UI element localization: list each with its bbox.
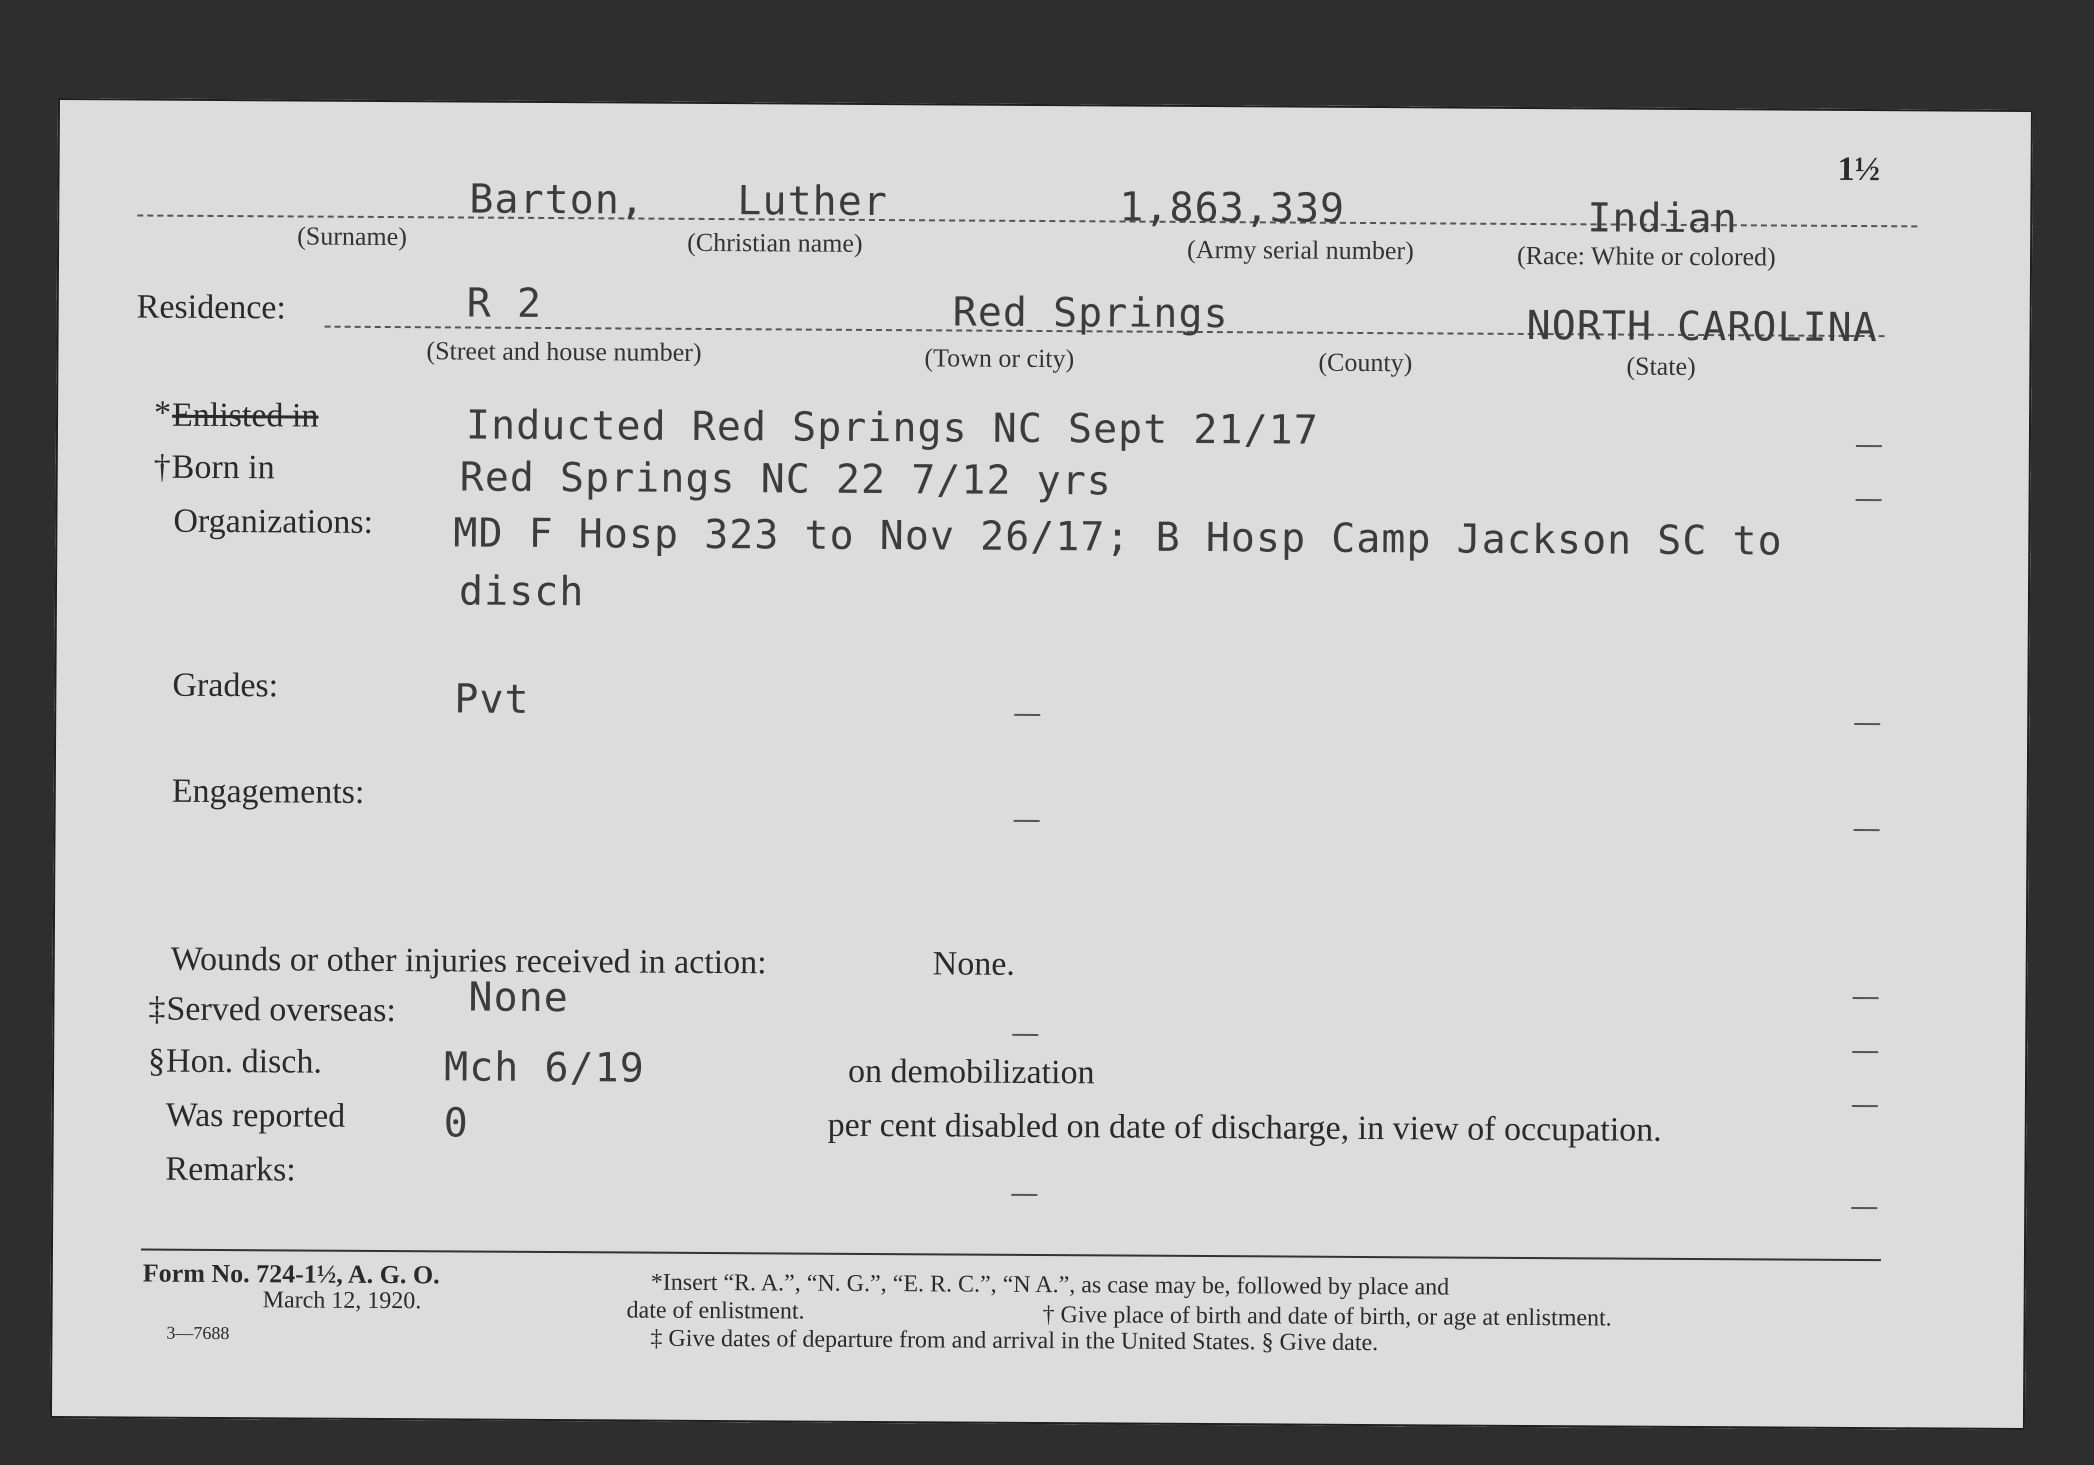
overseas-tick bbox=[1853, 997, 1879, 999]
grades-value: Pvt bbox=[454, 676, 530, 723]
town-caption: (Town or city) bbox=[924, 343, 1075, 374]
christian-name-caption: (Christian name) bbox=[687, 227, 863, 258]
organizations-label: Organizations: bbox=[173, 502, 374, 541]
born-tick bbox=[1856, 499, 1882, 501]
organizations-line2: disch bbox=[458, 568, 585, 616]
overseas-mid-tick bbox=[1012, 1034, 1038, 1036]
form-date: March 12, 1920. bbox=[262, 1287, 422, 1315]
footnote-line2b: † Give place of birth and date of birth, or age at enlistment. bbox=[1042, 1302, 1612, 1332]
remarks-mid-tick bbox=[1011, 1194, 1037, 1196]
engagements-tick bbox=[1854, 829, 1880, 831]
christian-name-value: Luther bbox=[737, 178, 889, 226]
organizations-line1: MD F Hosp 323 to Nov 26/17; B Hosp Camp Jackson SC to bbox=[453, 510, 1783, 565]
born-dagger: † bbox=[153, 448, 171, 486]
grades-tick bbox=[1854, 723, 1880, 725]
reported-tick bbox=[1852, 1105, 1878, 1107]
engagements-mid-tick bbox=[1014, 820, 1040, 822]
race-value: Indian bbox=[1587, 195, 1738, 243]
residence-town: Red Springs bbox=[952, 289, 1229, 338]
remarks-label: Remarks: bbox=[165, 1150, 296, 1189]
reported-label: Was reported bbox=[165, 1096, 346, 1135]
overseas-mark: ‡ bbox=[148, 990, 166, 1028]
wounds-value: None. bbox=[932, 945, 1015, 983]
hon-disch-value: Mch 6/19 bbox=[443, 1044, 645, 1092]
overseas-label: Served overseas: bbox=[166, 990, 396, 1030]
state-caption: (State) bbox=[1626, 351, 1696, 382]
residence-label: Residence: bbox=[136, 288, 287, 327]
card-fraction: 1½ bbox=[1837, 150, 1881, 189]
footnote-line1: *Insert “R. A.”, “N. G.”, “E. R. C.”, “N A.”, as case may be, followed by place and bbox=[650, 1269, 1450, 1301]
reported-note: per cent disabled on date of discharge, in view of occupation. bbox=[827, 1106, 1662, 1149]
form-number: Form No. 724-1½, A. G. O. bbox=[142, 1258, 440, 1290]
race-caption: (Race: White or colored) bbox=[1516, 240, 1776, 272]
remarks-tick bbox=[1851, 1207, 1877, 1209]
serial-caption: (Army serial number) bbox=[1187, 234, 1414, 266]
residence-street: R 2 bbox=[466, 280, 543, 327]
form-code: 3—7688 bbox=[166, 1322, 230, 1344]
hon-disch-mark: § bbox=[148, 1042, 166, 1080]
born-label: Born in bbox=[171, 448, 275, 487]
residence-state: NORTH CAROLINA bbox=[1526, 302, 1878, 352]
surname-value: Barton, bbox=[469, 176, 646, 224]
wounds-label: Wounds or other injuries received in action: bbox=[170, 940, 767, 982]
serial-number-value: 1,863,339 bbox=[1119, 184, 1346, 232]
grades-label: Grades: bbox=[172, 666, 279, 705]
hon-disch-note: on demobilization bbox=[847, 1052, 1095, 1092]
footnote-line3: ‡ Give dates of departure from and arrival in the United States. § Give date. bbox=[650, 1325, 1379, 1357]
engagements-label: Engagements: bbox=[171, 772, 365, 811]
hon-disch-tick bbox=[1852, 1051, 1878, 1053]
county-caption: (County) bbox=[1318, 347, 1413, 378]
enlisted-value: Inducted Red Springs NC Sept 21/17 bbox=[465, 402, 1319, 454]
overseas-value: None bbox=[468, 974, 569, 1022]
service-record-card bbox=[50, 98, 2033, 1430]
enlisted-tick bbox=[1856, 445, 1882, 447]
surname-caption: (Surname) bbox=[297, 221, 407, 252]
reported-value: 0 bbox=[443, 1100, 469, 1147]
grades-mid-tick bbox=[1014, 714, 1040, 716]
hon-disch-label: Hon. disch. bbox=[166, 1042, 323, 1081]
street-caption: (Street and house number) bbox=[426, 336, 702, 367]
footnote-line2a: date of enlistment. bbox=[626, 1297, 805, 1325]
enlisted-label: Enlisted in bbox=[171, 396, 319, 435]
enlisted-star: * bbox=[153, 394, 172, 432]
born-value: Red Springs NC 22 7/12 yrs bbox=[459, 454, 1112, 505]
